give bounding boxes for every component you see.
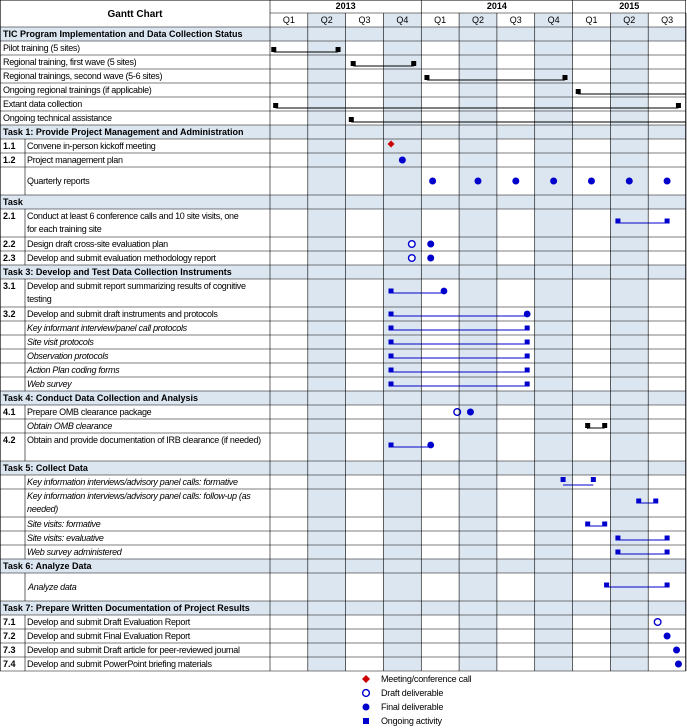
- start-marker: [424, 75, 429, 80]
- task-number: 7.1: [3, 617, 16, 627]
- quarter-label: Q3: [358, 15, 371, 25]
- task-number: 7.4: [3, 659, 16, 669]
- section-title: Task: [3, 197, 23, 207]
- section-title: Task 7: Prepare Written Documentation of Project Results: [3, 603, 250, 613]
- task-number: 7.3: [3, 645, 16, 655]
- task-label: Analyze data: [28, 582, 77, 592]
- activity-end-square: [665, 536, 670, 541]
- quarter-label: Q1: [282, 15, 295, 25]
- task-label: Observation protocols: [27, 351, 109, 361]
- final-deliverable-dot: [427, 241, 434, 248]
- draft-deliverable-circle: [409, 241, 416, 248]
- draft-deliverable-circle: [409, 255, 416, 262]
- activity-start-square: [389, 289, 394, 294]
- task-label: Develop and submit Final Evaluation Report: [27, 631, 190, 641]
- start-marker: [273, 103, 278, 108]
- section-title: Task 5: Collect Data: [3, 463, 88, 473]
- task-label: Design draft cross-site evaluation plan: [27, 239, 168, 249]
- activity-start-square: [389, 312, 394, 317]
- section-title: Task 1: Provide Project Management and Administration: [3, 127, 244, 137]
- final-deliverable-dot: [524, 311, 531, 318]
- task-number: 1.1: [3, 141, 16, 151]
- task-label: Key informant interview/panel call protocols: [27, 323, 187, 333]
- activity-end-square: [525, 326, 530, 331]
- year-label: 2013: [335, 1, 356, 11]
- task-label: Obtain and provide documentation of IRB clearance (if needed): [27, 435, 261, 445]
- activity-end-square: [665, 550, 670, 555]
- status-label: Regional training, first wave (5 sites): [3, 57, 137, 67]
- activity-start-square: [604, 583, 609, 588]
- task-number: 2.2: [3, 239, 16, 249]
- end-marker: [676, 103, 681, 108]
- task-label: Convene in-person kickoff meeting: [27, 141, 156, 151]
- task-label: Develop and submit report summarizing results of cognitive testing: [27, 281, 246, 304]
- draft-deliverable-circle: [454, 409, 461, 416]
- task-label: Web survey administered: [27, 547, 122, 557]
- status-label: Regional trainings, second wave (5-6 sites): [3, 71, 163, 81]
- activity-square: [591, 477, 596, 482]
- task-number: 7.2: [3, 631, 16, 641]
- activity-start-square: [389, 340, 394, 345]
- task-label: Site visits: formative: [27, 519, 101, 529]
- task-label: Site visit protocols: [27, 337, 94, 347]
- quarter-label: Q3: [509, 15, 522, 25]
- legend-item-meeting: [355, 672, 555, 686]
- task-label: Prepare OMB clearance package: [27, 407, 152, 417]
- section-header: [0, 195, 686, 209]
- status-label: Extant data collection: [3, 99, 82, 109]
- legend-label: Ongoing activity: [381, 716, 442, 726]
- final-deliverable-dot: [512, 178, 519, 185]
- activity-end-square: [525, 368, 530, 373]
- start-marker: [576, 89, 581, 94]
- quarter-label: Q1: [434, 15, 447, 25]
- final-deliverable-dot: [664, 178, 671, 185]
- end-marker: [562, 75, 567, 80]
- quarter-label: Q3: [661, 15, 674, 25]
- final-deliverable-dot: [429, 178, 436, 185]
- final-deliverable-dot: [427, 442, 434, 449]
- legend-label: Meeting/conference call: [381, 674, 472, 684]
- task-label: Conduct at least 6 conference calls and 10 site visits, one for each training site: [27, 211, 239, 234]
- activity-start-square: [585, 522, 590, 527]
- diamond-icon: [355, 672, 377, 686]
- legend-label: Draft deliverable: [381, 688, 444, 698]
- activity-end-square: [525, 354, 530, 359]
- task-number: 3.1: [3, 281, 16, 291]
- quarter-label: Q2: [623, 15, 636, 25]
- start-marker: [349, 117, 354, 122]
- task-label: Develop and submit PowerPoint briefing materials: [27, 659, 212, 669]
- activity-end-square: [525, 340, 530, 345]
- final-deliverable-dot: [427, 255, 434, 262]
- final-deliverable-dot: [441, 288, 448, 295]
- end-marker: [336, 47, 341, 52]
- final-deliverable-dot: [673, 647, 680, 654]
- task-number: 2.3: [3, 253, 16, 263]
- activity-start-square: [615, 550, 620, 555]
- final-deliverable-dot: [399, 157, 406, 164]
- task-label: Obtain OMB clearance: [27, 421, 113, 431]
- legend: [355, 672, 555, 728]
- task-number: 3.2: [3, 309, 16, 319]
- legend-item-final: [355, 700, 555, 714]
- chart-title: Gantt Chart: [107, 9, 163, 20]
- final-deliverable-dot: [550, 178, 557, 185]
- legend-item-draft: [355, 686, 555, 700]
- draft-deliverable-circle: [654, 619, 661, 626]
- task-label: Develop and submit draft instruments and protocols: [27, 309, 218, 319]
- final-deliverable-dot: [588, 178, 595, 185]
- quarter-label: Q2: [320, 15, 333, 25]
- final-deliverable-dot: [675, 661, 682, 668]
- activity-end-square: [653, 499, 658, 504]
- activity-start-square: [615, 219, 620, 224]
- activity-square: [561, 477, 566, 482]
- quarter-label: Q1: [585, 15, 598, 25]
- task-number: 2.1: [3, 211, 16, 221]
- final-deliverable-dot: [475, 178, 482, 185]
- task-number: 4.1: [3, 407, 16, 417]
- activity-start-square: [389, 326, 394, 331]
- task-label: Develop and submit Draft article for peer-reviewed journal: [27, 645, 240, 655]
- activity-start-square: [389, 368, 394, 373]
- task-label: Site visits: evaluative: [27, 533, 104, 543]
- status-label: Pilot training (5 sites): [3, 43, 80, 53]
- legend-item-ongoing: [355, 714, 555, 728]
- activity-end-square: [525, 382, 530, 387]
- year-label: 2015: [619, 1, 640, 11]
- start-marker: [271, 47, 276, 52]
- task-number: 1.2: [3, 155, 16, 165]
- task-label: Action Plan coding forms: [27, 365, 120, 375]
- open-circle-icon: [355, 686, 377, 700]
- final-deliverable-dot: [626, 178, 633, 185]
- task-label: Key information interviews/advisory panel calls: follow-up (as needed): [27, 491, 251, 514]
- section-title: Task 6: Analyze Data: [3, 561, 92, 571]
- quarter-label: Q4: [396, 15, 409, 25]
- square-icon: [355, 714, 377, 728]
- status-label: Ongoing regional trainings (if applicable): [3, 85, 152, 95]
- quarter-label: Q4: [547, 15, 560, 25]
- end-marker: [602, 423, 607, 428]
- section-title: Task 3: Develop and Test Data Collection Instruments: [3, 267, 232, 277]
- filled-circle-icon: [355, 700, 377, 714]
- quarter-label: Q2: [471, 15, 485, 25]
- task-label: Develop and submit Draft Evaluation Report: [27, 617, 190, 627]
- section-title: Task 4: Conduct Data Collection and Analysis: [3, 393, 199, 403]
- activity-start-square: [615, 536, 620, 541]
- activity-start-square: [389, 382, 394, 387]
- task-number: 4.2: [3, 435, 16, 445]
- task-label: Web survey: [27, 379, 72, 389]
- final-deliverable-dot: [664, 633, 671, 640]
- activity-start-square: [389, 443, 394, 448]
- final-deliverable-dot: [467, 409, 474, 416]
- activity-end-square: [602, 522, 607, 527]
- task-label: Project management plan: [27, 155, 123, 165]
- task-label: Develop and submit evaluation methodology report: [27, 253, 216, 263]
- legend-label: Final deliverable: [381, 702, 444, 712]
- activity-end-square: [665, 219, 670, 224]
- activity-end-square: [665, 583, 670, 588]
- task-label: Quarterly reports: [27, 176, 90, 186]
- activity-start-square: [636, 499, 641, 504]
- start-marker: [351, 61, 356, 66]
- year-label: 2014: [486, 1, 507, 11]
- task-label: Key information interviews/advisory panel calls: formative: [27, 477, 238, 487]
- section-header: [0, 559, 686, 573]
- status-label: Ongoing technical assistance: [3, 113, 112, 123]
- end-marker: [411, 61, 416, 66]
- activity-start-square: [389, 354, 394, 359]
- section-header: [0, 461, 686, 475]
- section-title: TIC Program Implementation and Data Collection Status: [3, 29, 243, 39]
